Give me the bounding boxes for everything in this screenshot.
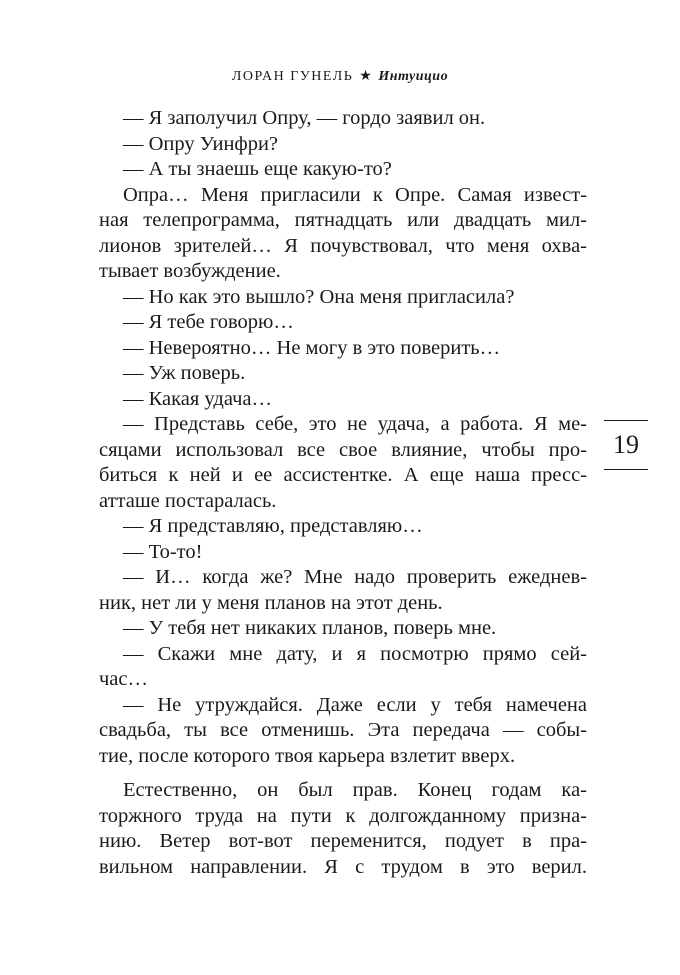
folio-rule-bottom: [604, 469, 648, 470]
text-line: Опра… Меня пригласили к Опре. Самая извест-: [123, 183, 587, 206]
text-line: ная телепрограмма, пятнадцать или двадцать мил-: [99, 209, 587, 231]
text-line: сяцами использовал все свое влияние, чтобы про-: [99, 438, 587, 461]
text-line: — Уж поверь.: [123, 362, 246, 384]
text-line: — А ты знаешь еще какую-то?: [123, 158, 392, 180]
text-line: — То-то!: [123, 540, 203, 563]
text-line: нию. Ветер вот-вот переменится, подует в пра-: [99, 830, 587, 852]
text-line: — Какая удача…: [123, 387, 273, 410]
text-line: вильном направлении. Я с трудом в это верил.: [99, 855, 587, 878]
text-line: — Я представляю, представляю…: [123, 515, 423, 537]
text-line: свадьба, ты все отменишь. Эта передача — собы-: [99, 719, 587, 741]
text-line: — Я заполучил Опру, — гордо заявил он.: [123, 107, 486, 129]
text-line: час…: [99, 668, 149, 690]
text-line: атташе постаралась.: [99, 489, 277, 512]
header-book-title: Интуицио: [378, 69, 449, 84]
text-line: ник, нет ли у меня планов на этот день.: [99, 591, 443, 614]
text-line: биться к ней и ее ассистентке. А еще наша пресс-: [99, 464, 587, 486]
text-line: — Но как это вышло? Она меня пригласила?: [123, 285, 515, 308]
star-icon: ★: [359, 69, 373, 84]
text-line: тие, после которого твоя карьера взлетит вверх.: [99, 744, 516, 767]
running-header: [0, 68, 680, 85]
text-line: — Представь себе, это не удача, а работа. Я ме-: [123, 413, 587, 435]
text-line: — Скажи мне дату, и я посмотрю прямо сей-: [123, 642, 587, 665]
text-line: — Не утруждайся. Даже если у тебя намечена: [123, 693, 587, 716]
page-folio: [604, 420, 648, 470]
text-line: лионов зрителей… Я почувствовал, что меня охва-: [99, 234, 587, 257]
page-number: 19: [613, 430, 639, 459]
text-line: — У тебя нет никаких планов, поверь мне.: [123, 617, 497, 639]
text-line: торжного труда на пути к долгожданному призна-: [99, 804, 587, 827]
text-line: — Опру Уинфри?: [123, 132, 279, 155]
text-line: — И… когда же? Мне надо проверить ежеднев-: [123, 566, 587, 588]
text-line: — Я тебе говорю…: [123, 311, 294, 333]
text-line: — Невероятно… Не могу в это поверить…: [123, 336, 501, 359]
text-line: Естественно, он был прав. Конец годам ка-: [123, 779, 587, 801]
page-body: [99, 106, 587, 880]
header-author: ЛОРАН ГУНЕЛЬ: [231, 69, 354, 84]
text-line: тывает возбуждение.: [99, 260, 281, 282]
